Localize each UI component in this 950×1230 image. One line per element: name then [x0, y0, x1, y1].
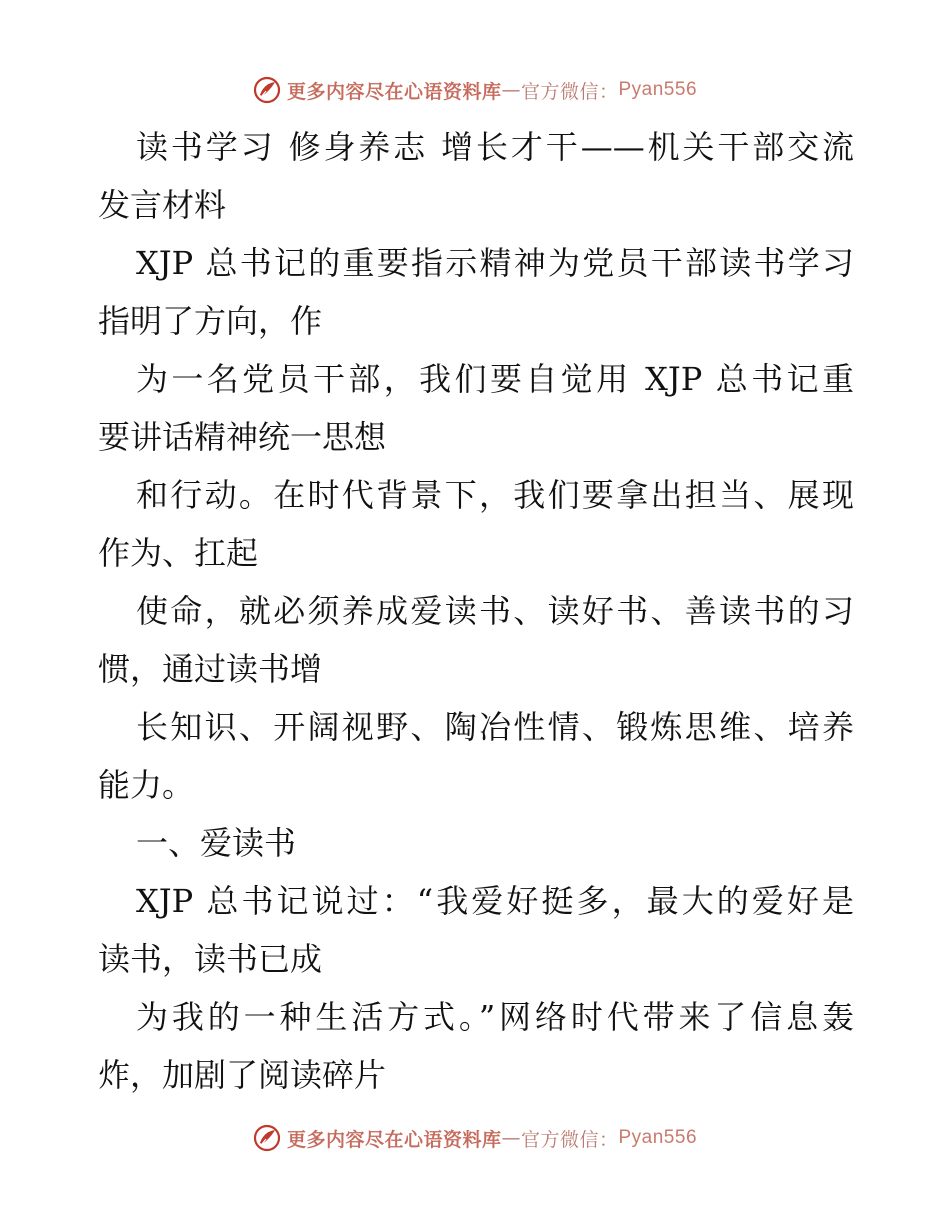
document-body — [98, 118, 854, 1104]
paragraph-line: 和行动。在时代背景下，我们要拿出担当、展现 — [136, 476, 854, 514]
paragraph-line: 为一名党员干部，我们要自觉用 XJP 总书记重 — [136, 360, 854, 398]
banner-dash: — — [501, 1127, 521, 1149]
banner-site-name: 更多内容尽在心语资料库 — [286, 80, 502, 103]
pen-seal-logo-icon — [253, 76, 281, 104]
paragraph-line: 炸，加剧了阅读碎片 — [98, 1056, 387, 1094]
document-title-line-2: 发言材料 — [98, 186, 227, 224]
paragraph-line: 读书，读书已成 — [98, 940, 323, 978]
footer-watermark-banner — [0, 1118, 950, 1158]
paragraph-line: 为我的一种生活方式。”网络时代带来了信息轰 — [136, 998, 854, 1036]
paragraph-line: 要讲话精神统一思想 — [98, 418, 387, 456]
paragraph-line: XJP 总书记的重要指示精神为党员干部读书学习 — [136, 244, 854, 282]
pen-seal-logo-icon — [253, 1124, 281, 1152]
banner-site-name: 更多内容尽在心语资料库 — [286, 1128, 502, 1151]
paragraph-line: 指明了方向，作 — [98, 302, 323, 340]
header-watermark-banner — [0, 70, 950, 110]
paragraph-line: 惯，通过读书增 — [98, 650, 323, 688]
paragraph-line: XJP 总书记说过：“我爱好挺多，最大的爱好是 — [136, 882, 854, 920]
banner-wechat-id: Pyan556 — [618, 1127, 698, 1148]
banner-wechat-id: Pyan556 — [618, 79, 698, 100]
paragraph-line: 作为、扛起 — [98, 534, 259, 572]
paragraph-line: 能力。 — [98, 766, 195, 804]
paragraph-line: 长知识、开阔视野、陶冶性情、锻炼思维、培养 — [136, 708, 854, 746]
banner-dash: — — [501, 79, 521, 101]
section-heading: 一、爱读书 — [136, 824, 297, 862]
document-title-line-1: 读书学习 修身养志 增长才干——机关干部交流 — [136, 128, 854, 166]
paragraph-line: 使命，就必须养成爱读书、读好书、善读书的习 — [136, 592, 854, 630]
banner-wechat-label: 官方微信： — [520, 1128, 619, 1151]
banner-wechat-label: 官方微信： — [520, 80, 619, 103]
